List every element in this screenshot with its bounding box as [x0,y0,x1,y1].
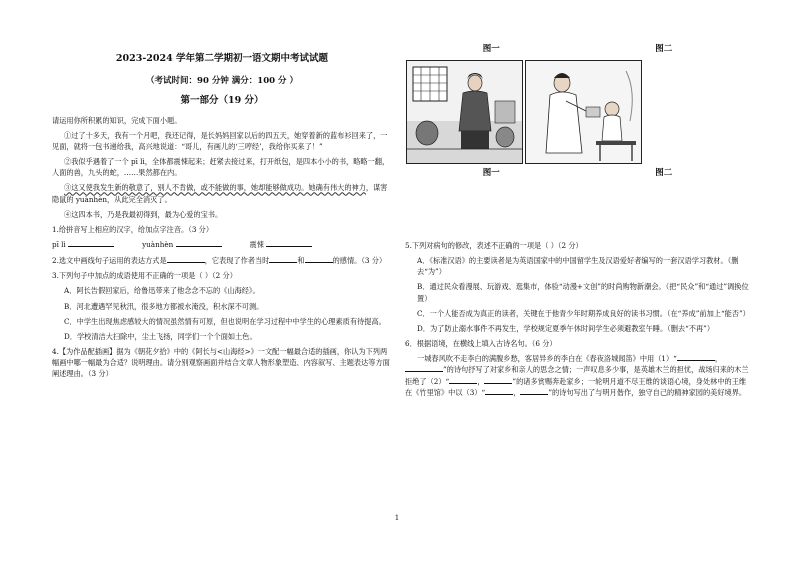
question-4: 4.【为作品配插画】据为《朝花夕拾》中的《阿长与<山海经>》一文配一幅最合适的插画，你认为下列两幅画中哪一幅最为合适？说明理由。请分别观察画面并结合文章人物形象塑造、内容叙写、主题表达等方面阐述理由。（3 分） [52,347,390,379]
option-5d[interactable]: D．为了防止溺水事件不再发生，学校规定夏季午休时间学生必须避教室午睡。（删去“不再”） [417,323,715,333]
answer-blank[interactable] [520,387,548,395]
question-5: 5.下列对病句的修改，表述不正确的一项是（ ）（2 分） [405,241,583,250]
option-5a[interactable]: A．《标准汉语》的主要读者是为英语国家中的中国留学生及汉语爱好者编写的一套汉语学习教材。（删去“为”） [417,256,739,277]
figure-1-drawing [407,61,522,163]
answer-blank[interactable] [266,239,312,247]
question-6: 6．根据语境，在横线上填入古诗名句。（6 分） [405,339,557,349]
figure-2-illustration [525,60,642,164]
figure-1-caption: 图一 [482,168,500,178]
figure-1-illustration [406,60,523,164]
left-column [52,40,392,384]
pinyin-a: pī lì [52,239,114,250]
exam-title: 2023-2024 学年第二学期初一语文期中考试试题 [115,53,329,64]
word-c: 震悚 [250,239,313,250]
underlined-word: 神力 [351,183,366,193]
figure-labels-top [405,42,750,54]
question-6-body: 一城春风吹不走李白的满腹乡愁，客居异乡的李白在《春夜洛城闻笛》中用（1）“ ，”的诗句抒写了对家乡和亲人的思念之情；一声叹息多少事，是英雄木兰的担忧，战场归来的木兰拒绝了（2）“ ， ”的诸多赏赐奔赴家乡；一轮明月道不尽王维的谈语心境，身处林中的王维在《竹里馆》中以（3）“ ， ”的诗句写出了与明月偕作，独守自己的精神家园的美好境界。 [405,354,749,397]
page-number: 1 [394,514,400,522]
passage-paragraph-3 [52,182,392,204]
underlined-sentence: ③这又使我发生新的敬意了，别人不肯做，或不能做的事，她却能够做成功。她确有伟大的 [64,183,352,193]
figure-2-label: 图二 [655,44,673,54]
figure-labels-bottom [405,166,750,178]
part-title: 第一部分（19 分） [180,94,264,106]
option-3d[interactable]: D．学校清洁大扫除中，尘土飞扬，同学们一个个面如土色。 [64,331,257,341]
answer-blank[interactable] [677,353,715,361]
answer-blank[interactable] [176,239,222,247]
passage-paragraph-4: ④这四本书，乃是我最初得到，最为心爱的宝书。 [64,209,223,219]
answer-blank[interactable] [167,255,205,263]
passage-paragraph-3-rest: ，谋害隐鼠的 yuànhèn，从此完全消灭了。 [52,183,388,204]
figure-2-caption: 图二 [655,168,673,178]
question-1-blanks [52,239,392,250]
right-column [405,240,750,402]
answer-blank[interactable] [269,255,297,263]
option-3a[interactable]: A．阿长告假回家后，给鲁迅带来了他念念不忘的《山海经》。 [64,286,260,296]
passage-paragraph-2: ②我似乎遇着了一个 pī lì，全体都震悚起来；赶紧去接过来，打开纸包，是四本小小的书，略略一翻，人面的兽，九头的蛇，……果然都在内。 [52,157,390,178]
answer-blank[interactable] [485,387,513,395]
answer-blank[interactable] [484,376,512,384]
pinyin-b: yuànhèn [142,239,221,250]
passage-paragraph-1: ①过了十多天，我有一个月吧，我还记得，是长妈妈回家以后的四五天，她穿着新的蓝布衫回来了，一见面，就将一包书递给我，高兴地说道：“哥儿，有画儿的‘三哼经’，我给你买来了！” [52,130,388,151]
exam-subtitle: （考试时间：90 分钟 满分：100 分 ） [146,75,298,86]
figure-2-drawing [526,61,641,163]
figure-1-label: 图一 [482,44,500,54]
option-5b[interactable]: B．通过民众看漫展、玩游戏、逛集市，体验“动漫+文创”的时尚购物新潮会。（把“民众”和“通过”调换位置） [417,282,749,303]
option-3c[interactable]: C．中学生出现焦虑感较大的情况虽然情有可原，但也说明在学习过程中中学生的心理素质有待提高。 [64,316,386,326]
question-1: 1.给拼音写上相应的汉字，给加点字注音。（3 分） [52,224,214,234]
option-5c[interactable]: C．一个人能否成为真正的读者，关键在于他青少年时期养成良好的读书习惯。（在“养成”前加上“能否”） [417,308,750,318]
question-3: 3.下列句子中加点的成语使用不正确的一项是（ ）（2 分） [52,271,237,281]
answer-blank[interactable] [305,255,333,263]
answer-blank[interactable] [405,364,443,372]
question-2: 2.选文中画线句子运用的表达方式是 ，它表现了作者当时 和 的感情。（3 分） [52,256,387,266]
answer-blank[interactable] [68,239,114,247]
intro-text: 请运用你所积累的知识，完成下面小题。 [52,115,182,125]
option-3b[interactable]: B．河北遭遇罕见秋汛，很多地方都被水淹没，积水深不可测。 [64,301,264,311]
answer-blank[interactable] [449,376,477,384]
